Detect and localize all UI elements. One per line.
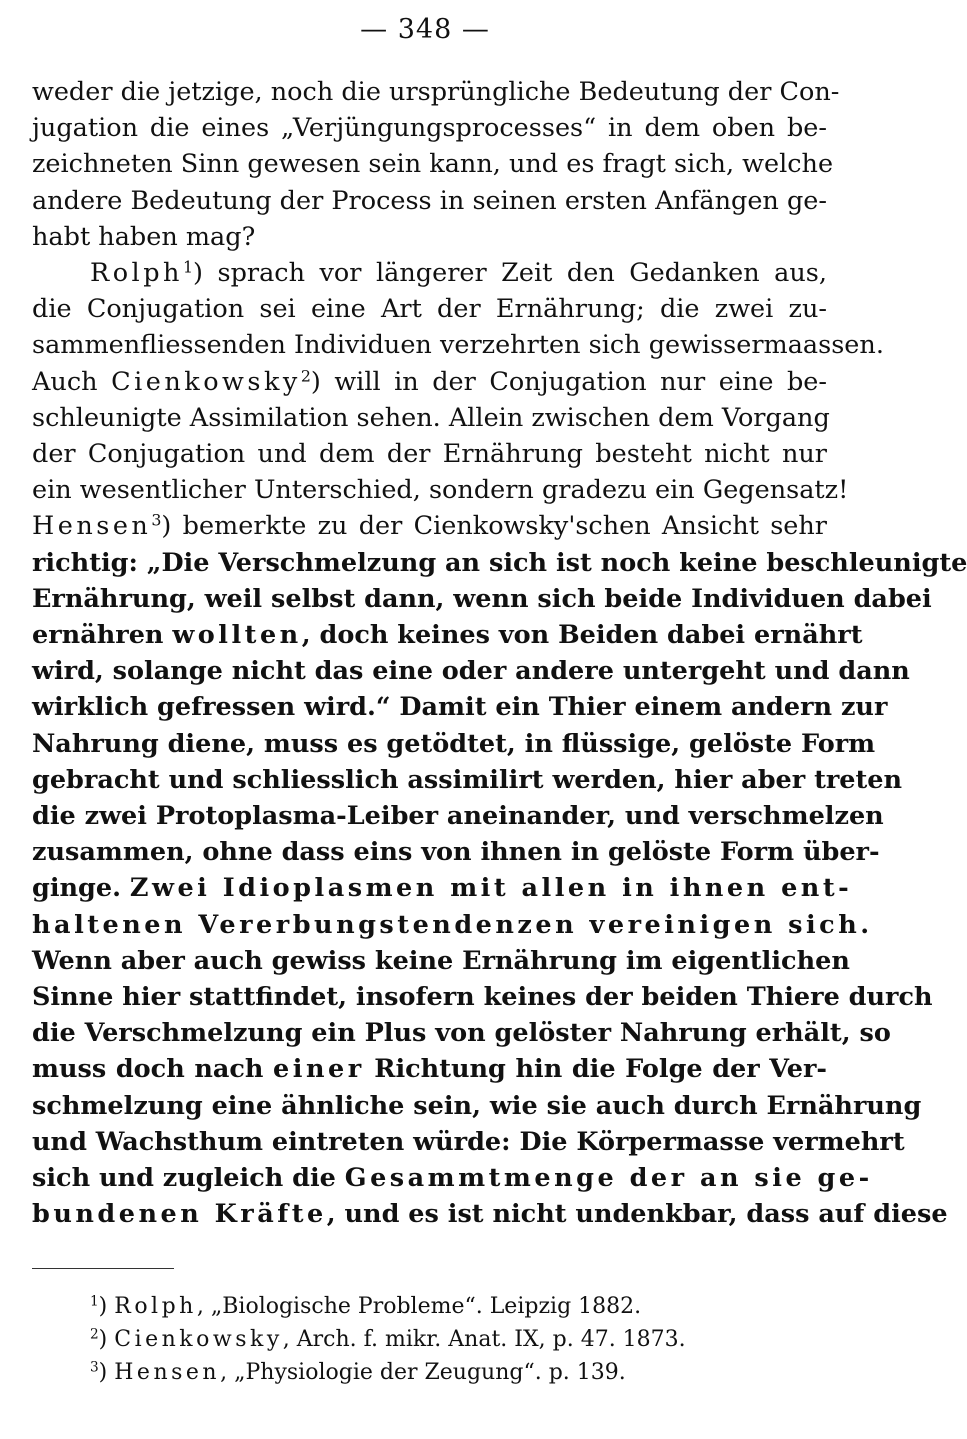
- footnote-3: [90, 1356, 810, 1389]
- footnote-ref-3: 3: [151, 510, 162, 530]
- emphasis-line: haltenen Vererbungstendenzen vereinigen sich.: [32, 909, 873, 940]
- text-line: habt haben mag?: [32, 221, 256, 252]
- quote-line: [32, 617, 863, 653]
- quote-line: richtig: „Die Verschmelzung an sich ist noch keine beschleunigte: [32, 547, 967, 578]
- text-line: [32, 1160, 873, 1196]
- line-segment: Richtung hin die Folge der Ver-: [364, 1054, 827, 1085]
- line-segment: , und es ist nicht undenkbar, dass auf diese: [326, 1199, 948, 1230]
- text-line: die Verschmelzung ein Plus von gelöster Nahrung erhält, so: [32, 1018, 891, 1049]
- footnote-author: Hensen: [114, 1360, 221, 1385]
- footnote-mark: 3: [90, 1359, 99, 1376]
- text-line: zeichneten Sinn gewesen sein kann, und es fragt sich, welche: [32, 149, 834, 180]
- footnote-1: [90, 1290, 810, 1323]
- text-line: andere Bedeutung der Process in seinen ersten Anfängen ge-: [32, 185, 827, 216]
- author-name-rolph: Rolph: [90, 258, 183, 289]
- footnote-ref-2: 2: [300, 365, 311, 385]
- text-line: Sinne hier stattfindet, insofern keines der beiden Thiere durch: [32, 982, 933, 1013]
- line-segment: Auch: [32, 366, 112, 397]
- text-line: die zwei Protoplasma-Leiber aneinander, und verschmelzen: [32, 801, 884, 832]
- text-line: [32, 1051, 827, 1087]
- text-line: der Conjugation und dem der Ernährung besteht nicht nur: [32, 439, 827, 470]
- line-segment: muss doch nach: [32, 1054, 274, 1085]
- quote-line: Ernährung, weil selbst dann, wenn sich beide Individuen dabei: [32, 583, 932, 614]
- emphasis-wollten: wollten: [172, 620, 302, 651]
- footnotes: [90, 1290, 810, 1389]
- text-line: und Wachsthum eintreten würde: Die Körpermasse vermehrt: [32, 1126, 905, 1157]
- line-segment: ernähren: [32, 620, 173, 651]
- text-line: [32, 255, 827, 291]
- footnote-text: , Arch. f. mikr. Anat. IX, p. 47. 1873.: [282, 1327, 686, 1352]
- footnote-mark: 2: [90, 1326, 99, 1343]
- text-line: zusammen, ohne dass eins von ihnen in gelöste Form über-: [32, 837, 880, 868]
- text-line: [32, 870, 853, 906]
- footnote-author: Cienkowsky: [114, 1327, 283, 1352]
- footnote-text: , „Physiologie der Zeugung“. p. 139.: [220, 1360, 626, 1385]
- text-line: weder die jetzige, noch die ursprüngliche Bedeutung der Con-: [32, 77, 840, 107]
- text-line: gebracht und schliesslich assimilirt werden, hier aber treten: [32, 764, 903, 795]
- footnote-author: Rolph: [114, 1294, 197, 1319]
- page-number: — 348 —: [360, 14, 490, 45]
- author-name-cienkowsky: Cienkowsky: [111, 366, 301, 397]
- emphasis-gesammtmenge: Gesammtmenge der an sie ge-: [344, 1163, 873, 1194]
- text-line: wirklich gefressen wird.“ Damit ein Thier einem andern zur: [32, 692, 888, 723]
- paren: ): [98, 1294, 115, 1319]
- line-segment: ) sprach vor längerer Zeit den Gedanken aus,: [193, 258, 827, 289]
- text-line: die Conjugation sei eine Art der Ernährung; die zwei zu-: [32, 294, 827, 325]
- text-line: ein wesentlicher Unterschied, sondern gradezu ein Gegensatz!: [32, 475, 849, 506]
- line-segment: ) will in der Conjugation nur eine be-: [310, 366, 828, 397]
- paren: ): [98, 1327, 115, 1352]
- text-line: Wenn aber auch gewiss keine Ernährung im eigentlichen: [32, 945, 850, 976]
- text-line: schleunigte Assimilation sehen. Allein zwischen dem Vorgang: [32, 402, 830, 433]
- paren: ): [98, 1360, 115, 1385]
- quote-line: wird, solange nicht das eine oder andere untergeht und dann: [32, 656, 910, 687]
- footnote-2: [90, 1323, 810, 1356]
- emphasis-kraefte: bundenen Kräfte: [32, 1199, 327, 1230]
- footnote-text: , „Biologische Probleme“. Leipzig 1882.: [196, 1294, 642, 1319]
- line-segment: ginge.: [32, 873, 130, 904]
- text-line: sammenfliessenden Individuen verzehrten sich gewissermaassen.: [32, 330, 884, 361]
- footnote-ref-1: 1: [182, 257, 194, 277]
- author-name-hensen: Hensen: [32, 511, 152, 542]
- emphasis-einer: einer: [273, 1054, 365, 1085]
- footnote-mark: 1: [90, 1293, 99, 1310]
- text-line: schmelzung eine ähnliche sein, wie sie auch durch Ernährung: [32, 1090, 922, 1121]
- line-segment: ) bemerkte zu der Cienkowsky'schen Ansicht sehr: [161, 511, 827, 542]
- footnote-divider: [32, 1268, 174, 1269]
- text-line: [32, 364, 827, 400]
- text-line: Nahrung diene, muss es getödtet, in flüssige, gelöste Form: [32, 728, 876, 759]
- body-text: [32, 74, 967, 1233]
- text-line: jugation die eines „Verjüngungsprocesses“ in dem oben be-: [32, 113, 827, 144]
- line-segment: , doch keines von Beiden dabei ernährt: [301, 620, 863, 651]
- text-line: [32, 508, 827, 544]
- line-segment: sich und zugleich die: [32, 1163, 345, 1194]
- text-line: [32, 1196, 948, 1232]
- emphasis-idioplasmen: Zwei Idioplasmen mit allen in ihnen ent-: [129, 873, 853, 904]
